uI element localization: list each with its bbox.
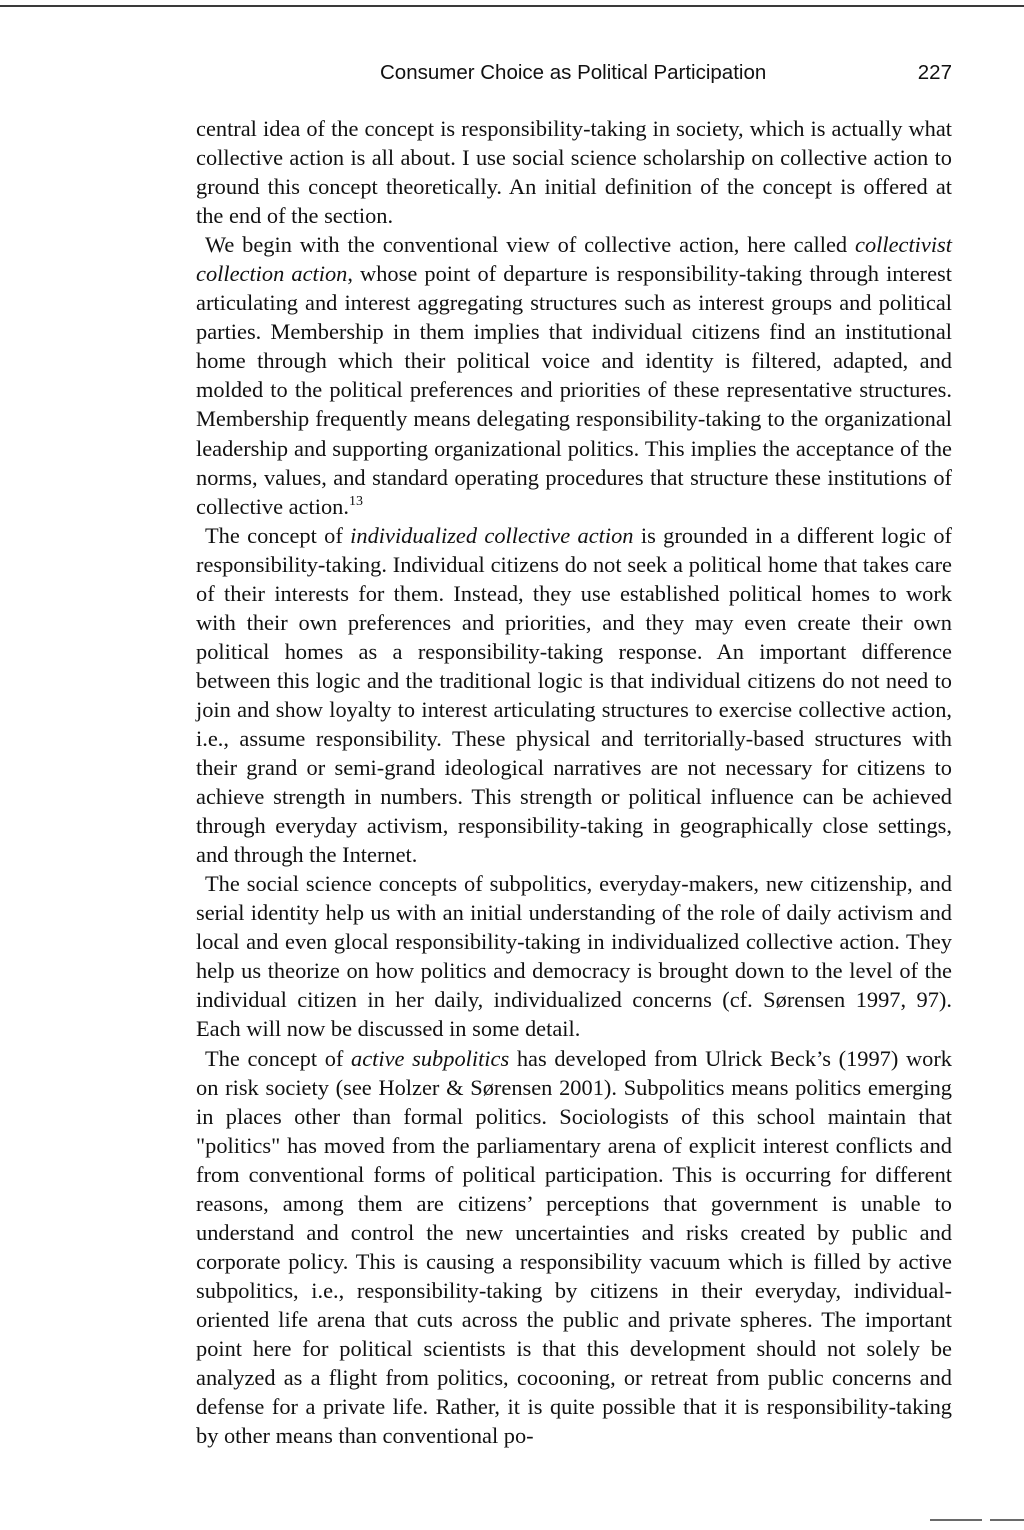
running-head bbox=[196, 56, 952, 90]
paragraph-1: central idea of the concept is responsibility-taking in society, which is actually what collective action is all about. I use social science scholarship on collective action to ground this concept theoretically. An initial definition of the concept is offered at the end of the section. bbox=[196, 116, 952, 229]
paragraph-5 bbox=[196, 1044, 952, 1451]
term-individualized-collective-action: individualized collective action bbox=[350, 522, 634, 548]
bottom-rule-right bbox=[990, 1519, 1024, 1521]
paragraph-4: The social science concepts of subpolitics, everyday-makers, new citizenship, and serial identity help us with an initial understanding of the role of daily activism and local and even glocal responsibility-taking in individualized collective action. They help us theorize on how politics and democracy is brought down to the level of the individual citizen in her daily, individualized concerns (cf. Sørensen 1997, 97). Each will now be discussed in some detail. bbox=[196, 871, 952, 1042]
paragraph-3-text-a: The concept of bbox=[205, 522, 351, 548]
top-rule bbox=[0, 5, 1024, 7]
paragraph-3 bbox=[196, 521, 952, 870]
term-collectivist-collection-action: collectivist collection action bbox=[196, 232, 952, 287]
term-active-subpolitics: active subpolitics bbox=[351, 1045, 510, 1071]
paragraph-5-text-b: has developed from Ulrick Beck’s (1997) work on risk society (see Holzer & Sørensen 2001). Subpolitics means politics emerging in places other than formal politics. Sociologists of this school maintain that "politics" has moved from the parliamentary arena of explicit interest conflicts and from conventional forms of political participation. This is occurring for different reasons, among them are citizens’ perceptions that government is unable to understand and control the new uncertainties and risks created by public and corporate policy. This is causing a responsibility vacuum which is filled by active subpolitics, i.e., responsibility-taking by citizens in their everyday, individual-oriented life arena that cuts across the public and private spheres. The important point here for political scientists is that this development should not solely be analyzed as a flight from politics, cocooning, or retreat from public concerns and defense for a private life. Rather, it is quite possible that it is responsibility-taking by other means than conventional po- bbox=[196, 1045, 952, 1449]
bottom-rule-left bbox=[930, 1519, 982, 1521]
paragraph-3-text-b: is grounded in a different logic of responsibility-taking. Individual citizens do not seek a political home that takes care of their interests for them. Instead, they use established political homes to work with their own preferences and priorities, and they may even create their own political homes as a responsibility-taking response. An important difference between this logic and the traditional logic is that individual citizens do not need to join and show loyalty to interest articulating structures to exercise collective action, i.e., assume responsibility. These physical and territorially-based structures with their grand or semi-grand ideological narratives are not necessary for citizens to achieve strength in numbers. This strength or political influence can be achieved through everyday activism, responsibility-taking in geographically close settings, and through the Internet. bbox=[196, 522, 952, 868]
page-number: 227 bbox=[917, 61, 952, 84]
paragraph-2 bbox=[196, 230, 952, 520]
paragraph-2-text-a: We begin with the conventional view of collective action, here called bbox=[205, 232, 855, 258]
running-title: Consumer Choice as Political Participation bbox=[380, 61, 767, 84]
paragraph-2-text-b: , whose point of departure is responsibility-taking through interest articulating and interest aggregating structures such as interest groups and political parties. Membership in them implies that individual citizens find an institutional home through which their political voice and identity is filtered, adapted, and molded to the political preferences and priorities of these representative structures. Membership frequently means delegating responsibility-taking to the organizational leadership and supporting organizational politics. This implies the acceptance of the norms, values, and standard operating procedures that structure these institutions of collective action. bbox=[196, 261, 952, 519]
footnote-reference: 13 bbox=[348, 493, 363, 509]
body-text bbox=[196, 114, 952, 1450]
paragraph-5-text-a: The concept of bbox=[205, 1045, 352, 1071]
